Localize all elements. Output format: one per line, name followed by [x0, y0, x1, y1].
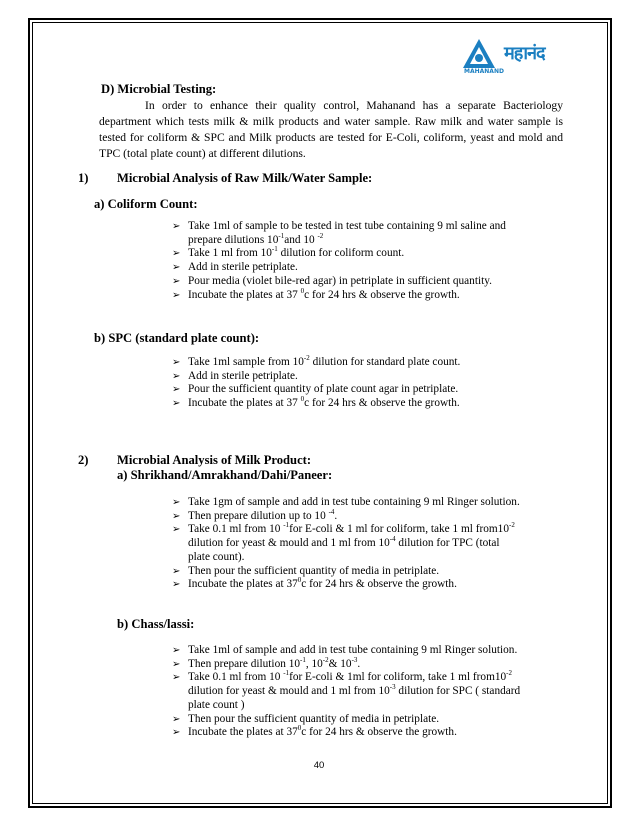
section-1-number: 1) [78, 171, 89, 185]
shrikhand-steps-list [172, 496, 572, 592]
coliform-count-heading: a) Coliform Count: [94, 197, 198, 211]
list-item: ➢ Add in sterile petriplate. [172, 261, 298, 274]
arrow-bullet-icon: ➢ [172, 384, 181, 396]
page-number: 40 [313, 760, 325, 771]
arrow-bullet-icon: ➢ [172, 672, 181, 684]
list-item: dilution for yeast & mould and 1 ml from $10^{-3}$ dilution for SPC ( standard [188, 683, 521, 698]
arrow-bullet-icon: ➢ [172, 357, 181, 368]
section-2-number: 2) [78, 453, 89, 467]
chass-steps-list [172, 644, 572, 740]
arrow-bullet-icon: ➢ [172, 289, 181, 301]
section-2-title: Microbial Analysis of Milk Product: [117, 453, 312, 467]
list-item: prepare dilutions $10^{-1}and$ 10 $^{-2}$ [188, 231, 324, 246]
list-item: ➢ Take 0.1 ml from 10 $^{-1}$for E-coli & 1 ml for coliform, take 1 ml $from10^{-2}$ [172, 521, 515, 536]
arrow-bullet-icon: ➢ [172, 370, 181, 382]
list-item: dilution for yeast & mould and 1 ml from $10^{-4}$ dilution for TPC (total [188, 535, 500, 550]
chass-lassi-heading: b) Chass/lassi: [117, 617, 195, 631]
mahanand-logo-mark [462, 38, 496, 70]
arrow-bullet-icon: ➢ [172, 262, 181, 274]
list-item: ➢ Take 1ml sample from $10^{-2}$ dilution for standard plate count. [172, 354, 461, 368]
list-item: plate count). [188, 550, 245, 563]
spc-heading: b) SPC (standard plate count): [94, 331, 260, 345]
arrow-bullet-icon: ➢ [172, 645, 181, 656]
arrow-bullet-icon: ➢ [172, 248, 181, 260]
list-item: ➢ Pour the sufficient quantity of plate count agar in petriplate. [172, 383, 459, 396]
section-1-title: Microbial Analysis of Raw Milk/Water Sample: [117, 171, 373, 185]
shrikhand-heading: a) Shrikhand/Amrakhand/Dahi/Paneer: [117, 468, 333, 482]
logo-subtext: MAHANAND [464, 68, 504, 75]
list-item: ➢ Take 1ml of sample and add in test tube containing 9 ml Ringer solution. [172, 644, 518, 656]
arrow-bullet-icon: ➢ [172, 713, 181, 725]
arrow-bullet-icon: ➢ [172, 275, 181, 287]
list-item: plate count ) [188, 698, 245, 711]
arrow-bullet-icon: ➢ [172, 579, 181, 591]
section-heading-microbial-testing: D) Microbial Testing: [101, 82, 217, 96]
arrow-bullet-icon: ➢ [172, 497, 181, 508]
mahanand-logo [462, 38, 572, 78]
arrow-bullet-icon: ➢ [172, 510, 181, 522]
coliform-steps-list [172, 220, 572, 302]
spc-steps-list [172, 356, 572, 411]
list-item: ➢ Then pour the sufficient quantity of media in petriplate. [172, 564, 440, 577]
list-item: ➢ Incubate the plates at $37^0c$ for 24 hrs & observe the growth. [172, 724, 457, 739]
arrow-bullet-icon: ➢ [172, 658, 181, 670]
list-item: ➢ Incubate the plates at $37^0c$ for 24 hrs & observe the growth. [172, 576, 457, 591]
list-item: ➢ Take 1ml of sample to be tested in test tube containing 9 ml saline and [172, 220, 506, 232]
list-item: ➢ Take 0.1 ml from 10 $^{-1}$for E-coli & 1ml for coliform, take 1 ml $from10^{-2}$ [172, 669, 513, 684]
arrow-bullet-icon: ➢ [172, 524, 181, 536]
arrow-bullet-icon: ➢ [172, 398, 181, 410]
logo-wordmark: महानंद [504, 43, 545, 64]
list-item: ➢ Then pour the sufficient quantity of media in petriplate. [172, 712, 440, 725]
list-item: ➢ Incubate the plates at 37 $^0$c for 24 hrs & observe the growth. [172, 286, 460, 301]
arrow-bullet-icon: ➢ [172, 565, 181, 577]
list-item: ➢ Add in sterile petriplate. [172, 369, 298, 382]
list-item: ➢ Take 1 ml from $10^{-1}$ dilution for coliform count. [172, 245, 405, 260]
intro-paragraph-text: In order to enhance their quality control, Mahanand has a separate Bacteriology department which tests milk & milk products and water sample. Raw milk and water sample is tested for coliform & SPC and Milk products are tested for E-Coli, coliform, yeast and mold and TPC (total plate count) at different dilutions. [99, 99, 563, 160]
intro-paragraph [99, 98, 563, 162]
arrow-bullet-icon: ➢ [172, 727, 181, 739]
arrow-bullet-icon: ➢ [172, 221, 181, 232]
list-item: ➢ Take 1gm of sample and add in test tube containing 9 ml Ringer solution. [172, 496, 520, 508]
list-item: ➢ Pour media (violet bile-red agar) in petriplate in sufficient quantity. [172, 274, 492, 287]
list-item: ➢ Incubate the plates at 37 $^0$c for 24 hrs & observe the growth. [172, 395, 460, 410]
list-item: ➢ Then prepare dilution $10^{-1}$, $10^{-2}\&$ $10^{-3}$. [172, 655, 361, 670]
list-item: ➢ Then prepare dilution up to 10 $^{-4}$. [172, 507, 338, 522]
